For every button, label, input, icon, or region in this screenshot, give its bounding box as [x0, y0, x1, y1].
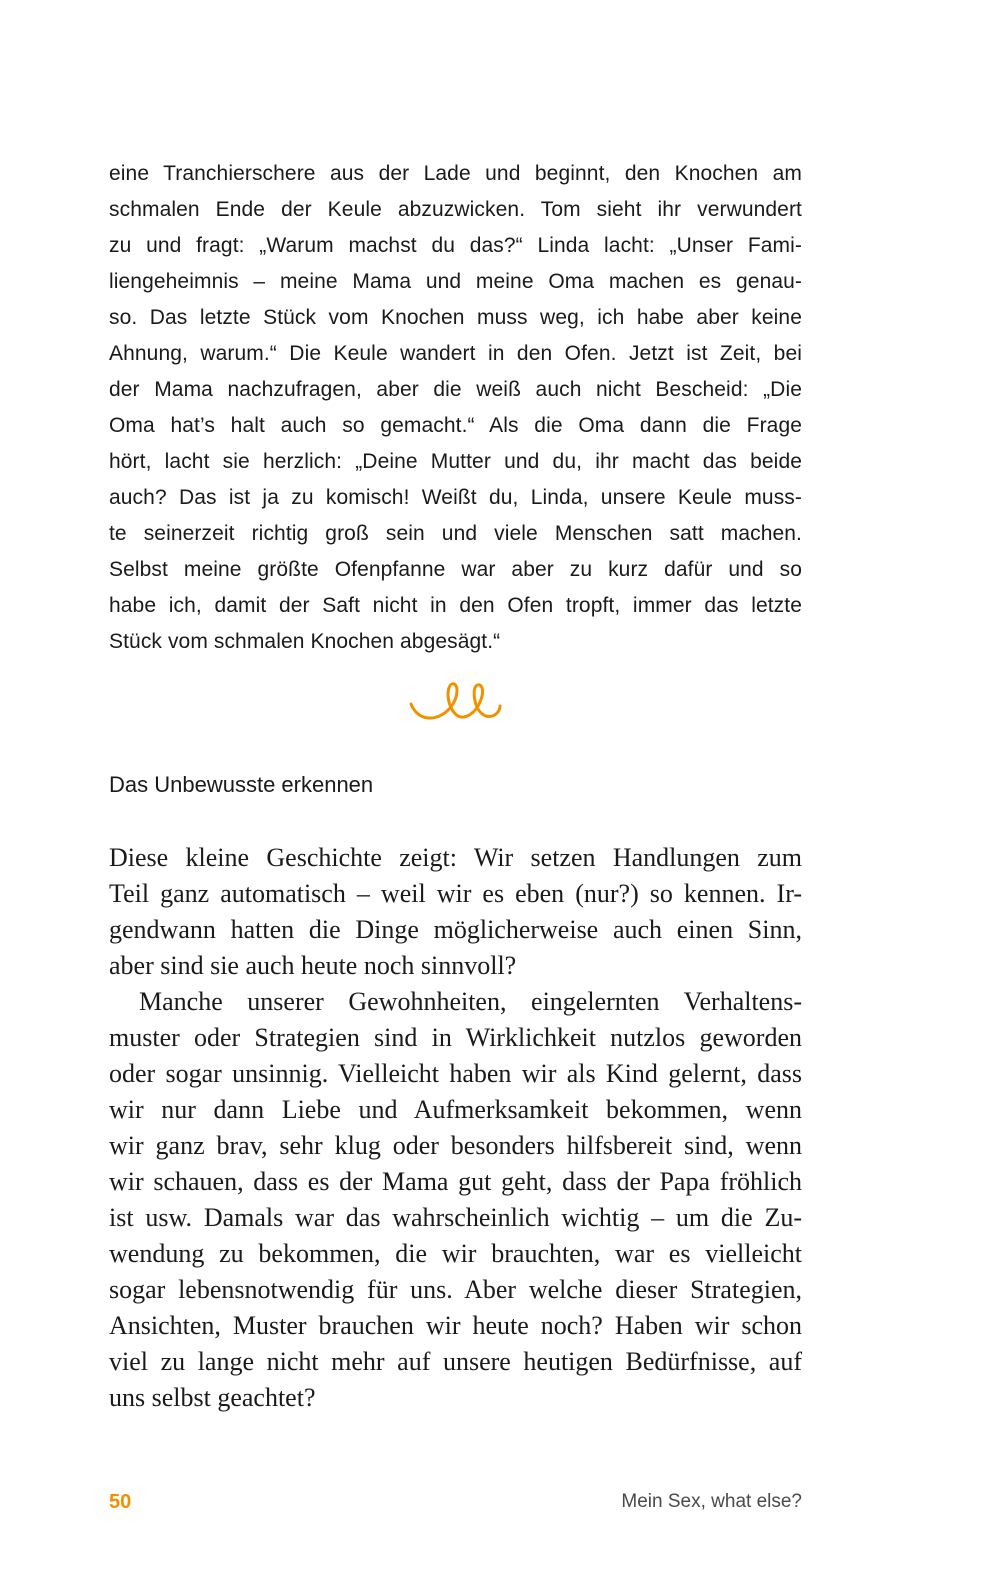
body-text — [109, 840, 802, 1416]
body-line: aber sind sie auch heute noch sinnvoll? — [109, 951, 517, 980]
body-line: gendwann hatten die Dinge möglicherweise auch einen Sinn, — [109, 915, 802, 944]
story-line: so. Das letzte Stück vom Knochen muss weg, ich habe aber keine — [109, 306, 802, 329]
story-line: habe ich, damit der Saft nicht in den Ofen tropft, immer das letzte — [109, 594, 802, 617]
swirl-ornament-icon — [408, 678, 504, 724]
story-line: zu und fragt: „Warum machst du das?“ Linda lacht: „Unser Fami- — [109, 234, 802, 257]
body-line: Ansichten, Muster brauchen wir heute noch? Haben wir schon — [109, 1311, 802, 1340]
story-line: eine Tranchierschere aus der Lade und beginnt, den Knochen am — [109, 162, 802, 185]
body-line: Manche unserer Gewohnheiten, eingelernten Verhaltens- — [139, 987, 802, 1016]
body-line: muster oder Strategien sind in Wirklichkeit nutzlos geworden — [109, 1023, 802, 1052]
section-heading: Das Unbewusste erkennen — [109, 772, 374, 797]
story-line: Stück vom schmalen Knochen abgesägt.“ — [109, 630, 501, 653]
story-excerpt — [109, 156, 802, 660]
body-line: viel zu lange nicht mehr auf unsere heutigen Bedürfnisse, auf — [109, 1347, 802, 1376]
page-footer — [109, 1488, 802, 1516]
story-line: der Mama nachzufragen, aber die weiß auch nicht Bescheid: „Die — [109, 378, 802, 401]
body-line: wir nur dann Liebe und Aufmerksamkeit bekommen, wenn — [109, 1095, 802, 1124]
story-line: Ahnung, warum.“ Die Keule wandert in den Ofen. Jetzt ist Zeit, bei — [109, 342, 802, 365]
story-line: schmalen Ende der Keule abzuzwicken. Tom sieht ihr verwundert — [109, 198, 802, 221]
body-line: Teil ganz automatisch – weil wir es eben (nur?) so kennen. Ir- — [109, 879, 802, 908]
story-line: te seinerzeit richtig groß sein und viele Menschen satt machen. — [109, 522, 802, 545]
body-line: wir schauen, dass es der Mama gut geht, dass der Papa fröhlich — [109, 1167, 802, 1196]
story-line: Selbst meine größte Ofenpfanne war aber zu kurz dafür und so — [109, 558, 802, 581]
running-title: Mein Sex, what else? — [621, 1491, 802, 1512]
body-line: oder sogar unsinnig. Vielleicht haben wir als Kind gelernt, dass — [109, 1059, 802, 1088]
story-line: liengeheimnis – meine Mama und meine Oma machen es genau- — [109, 270, 802, 293]
story-line: hört, lacht sie herzlich: „Deine Mutter und du, ihr macht das beide — [109, 450, 802, 473]
body-line: uns selbst geachtet? — [109, 1383, 316, 1412]
body-line: Diese kleine Geschichte zeigt: Wir setzen Handlungen zum — [109, 843, 802, 872]
story-line: Oma hat’s halt auch so gemacht.“ Als die Oma dann die Frage — [109, 414, 802, 437]
body-line: ist usw. Damals war das wahrscheinlich wichtig – um die Zu- — [109, 1203, 802, 1232]
story-line: auch? Das ist ja zu komisch! Weißt du, Linda, unsere Keule muss- — [109, 486, 802, 509]
body-line: wendung zu bekommen, die wir brauchten, war es vielleicht — [109, 1239, 802, 1268]
page-number: 50 — [109, 1491, 132, 1513]
body-line: wir ganz brav, sehr klug oder besonders hilfsbereit sind, wenn — [109, 1131, 802, 1160]
body-line: sogar lebensnotwendig für uns. Aber welche dieser Strategien, — [109, 1275, 802, 1304]
